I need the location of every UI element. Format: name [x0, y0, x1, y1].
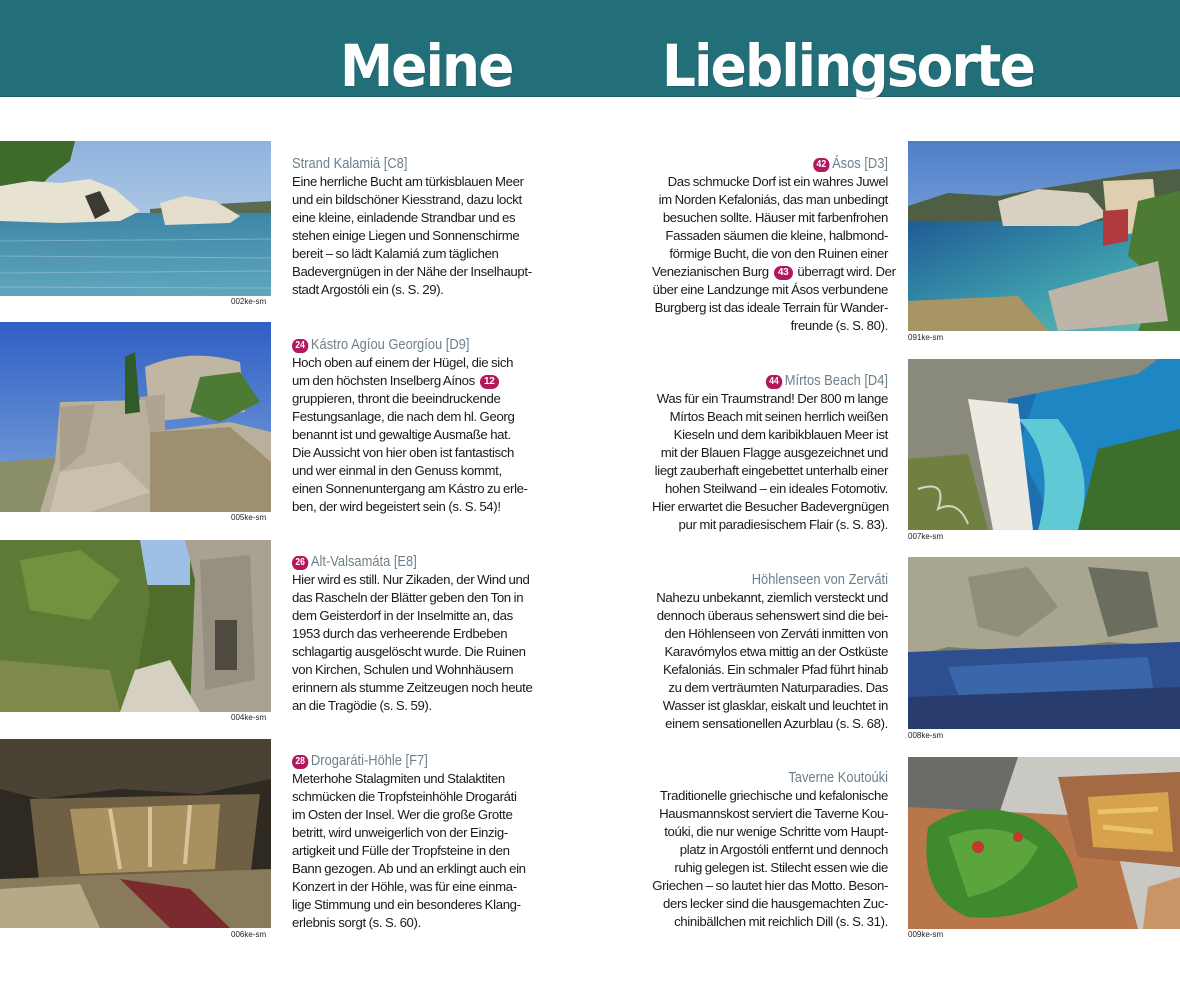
entry-title: Strand Kalamiá [C8]: [292, 155, 408, 172]
entry-body: Meterhohe Stalagmiten und Stalaktiten schmücken die Tropfsteinhöhle Drogaráti im Osten der Insel. Wer die große Grotte betritt, wird unweigerlich von der Einzig- artigkeit und Fülle der Tropfsteine in den Bann gezogen. Ab und an erklingt auch ein Konzert in der Höhle, was für eine einma- lige Stimmung und ein besonderes Klang- erlebnis sorgt (s. S. 60).: [292, 771, 526, 930]
entry-drogarati-hoehle: [292, 751, 528, 932]
entry-kastro-agiou-georgiou: [292, 335, 528, 516]
photo-caption: 006ke-sm: [231, 930, 267, 939]
entry-body: Hier wird es still. Nur Zikaden, der Wind und das Rascheln der Blätter geben den Ton in dem Geisterdorf in der Inselmitte an, das 1953 durch das verheerende Erdbeben schlagartig ausgelöscht wurde. Die Ruinen von Kirchen, Schulen und Wohnhäusern erinnern als stumme Zeitzeugen noch heute an die Tragödie (s. S. 59).: [292, 572, 533, 713]
page-title-word-2: Lieblingsorte: [662, 32, 1034, 100]
cave-lake-photo: [908, 557, 1180, 729]
village-bay-photo: [908, 141, 1180, 331]
map-number-badge: 28: [292, 755, 308, 769]
entry-body: Nahezu unbekannt, ziemlich versteckt und dennoch überaus sehenswert sind die bei- den Höhlenseen von Zerváti inmitten von Karavómylos etwa mittig an der Ostküste Kefaloniás. Ein schmaler Pfad führt hinab zu dem verträumten Naturparadies. Das Wasser ist glasklar, eiskalt und leuchtet in einem sensationellen Azurblau (s. S. 68).: [656, 590, 888, 731]
entry-asos: [652, 154, 896, 335]
map-number-badge: 44: [766, 375, 782, 389]
salad-dish-photo: [908, 757, 1180, 929]
page-title-word-1: Meine: [340, 32, 513, 100]
entry-title: 42 Ásos [D3]: [685, 154, 888, 173]
photo-caption: 009ke-sm: [908, 930, 944, 939]
entry-hoehlenseen-von-zervati: [652, 570, 888, 733]
entry-mirtos-beach: [652, 371, 888, 534]
entry-title: Taverne Koutoúki: [788, 769, 888, 786]
photo-caption: 005ke-sm: [231, 513, 267, 522]
photo-caption: 004ke-sm: [231, 713, 267, 722]
entry-taverne-koutouki: [652, 768, 888, 931]
header-band: [0, 0, 1180, 100]
map-number-badge: 43: [774, 266, 793, 280]
map-number-badge: 12: [480, 375, 499, 389]
photo-caption: 007ke-sm: [908, 532, 944, 541]
map-number-badge: 42: [813, 158, 829, 172]
entry-strand-kalamia: [292, 154, 532, 299]
entry-title: 24 Kástro Agíou Georgíou [D9]: [292, 335, 495, 354]
photo-caption: 008ke-sm: [908, 731, 944, 740]
entry-title: 44 Mírtos Beach [D4]: [685, 371, 888, 390]
ruins-path-photo: [0, 540, 271, 712]
entry-body: Traditionelle griechische und kefalonische Hausmannskost serviert die Taverne Kou- toúki, die nur wenige Schritte vom Haupt- platz in Argostóli entfernt und dennoch ruhig gelegen ist. Stilecht essen wie die Griechen – so lautet hier das Motto. Beson- ders lecker sind die hausgemachten Zuc- chinibällchen mit reichlich Dill (s. S. 31).: [652, 788, 888, 929]
entry-title: 28 Drogaráti-Höhle [F7]: [292, 751, 495, 770]
cave-photo: [0, 739, 271, 928]
beach-cliff-photo: [908, 359, 1180, 530]
photo-caption: 091ke-sm: [908, 333, 944, 342]
entry-title: Höhlenseen von Zerváti: [751, 571, 888, 588]
map-number-badge: 24: [292, 339, 308, 353]
entry-body: Eine herrliche Bucht am türkisblauen Meer und ein bildschöner Kiesstrand, dazu lockt eine kleine, einladende Strandbar und es stehen einige Liegen und Sonnenschirme bereit – so lädt Kalamiá zum täglichen Badevergnügen in der Nähe der Inselhaupt- stadt Argostóli ein (s. S. 29).: [292, 174, 532, 297]
map-number-badge: 26: [292, 556, 308, 570]
castle-photo: [0, 322, 271, 512]
photo-caption: 002ke-sm: [231, 297, 267, 306]
entry-alt-valsamata: [292, 552, 533, 715]
entry-body: Das schmucke Dorf ist ein wahres Juwel im Norden Kefaloniás, das man unbedingt besuchen sollte. Häuser mit farbenfrohen Fassaden säumen die kleine, halbmond- förmige Bucht, die von den Ruinen einer Venezianischen Burg 43 überragt wird. Der über eine Landzunge mit Ásos verbundene Burgberg ist das ideale Terrain für Wander- freunde (s. S. 80).: [652, 174, 896, 333]
entry-body: Hoch oben auf einem der Hügel, die sich um den höchsten Inselberg Aínos 12 gruppieren, thront die beeindruckende Festungsanlage, die nach dem hl. Georg benannt ist und gewaltige Ausmaße hat. Die Aussicht von hier oben ist fantastisch und wer einmal in den Genuss kommt, einen Sonnenuntergang am Kástro zu erle- ben, der wird begeistert sein (s. S. 54)!: [292, 355, 528, 514]
entry-title: 26 Alt-Valsamáta [E8]: [292, 552, 495, 571]
entry-body: Was für ein Traumstrand! Der 800 m lange Mírtos Beach mit seinen herrlich weißen Kieseln und dem karibikblauen Meer ist mit der Blauen Flagge ausgezeichnet und liegt zauberhaft eingebettet unterhalb einer hohen Steilwand – ein ideales Fotomotiv. Hier erwartet die Besucher Badevergnügen pur mit paradiesischem Flair (s. S. 83).: [652, 391, 889, 532]
beach-coast-photo: [0, 141, 271, 296]
